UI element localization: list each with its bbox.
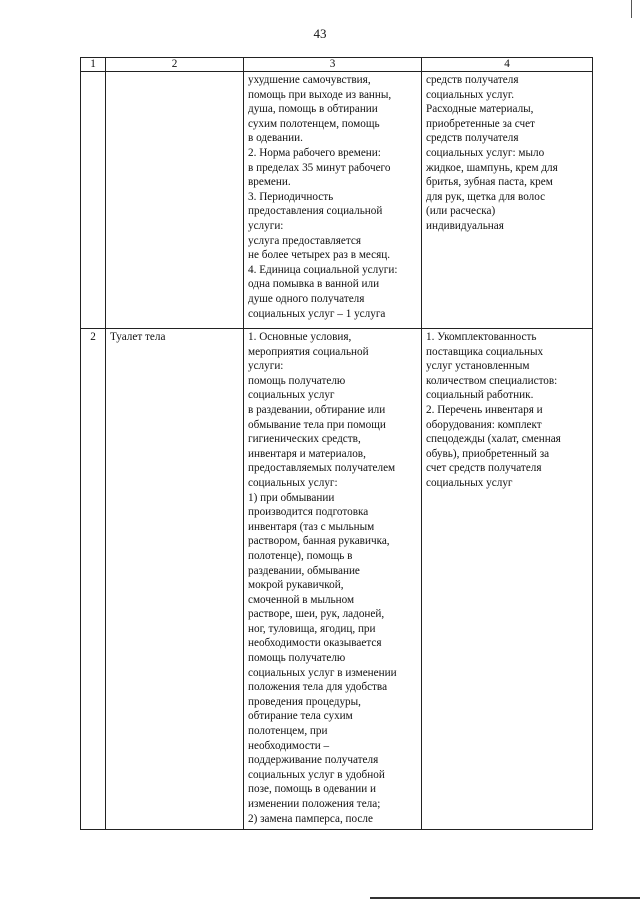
service-conditions [244, 329, 422, 830]
table-row [81, 72, 593, 329]
service-resources [422, 72, 593, 329]
resources-text: средств получателя социальных услуг. Расходные материалы, приобретенные за счет средств получателя социальных услуг: мыло жидкое, шампунь, крем для бритья, зубная паста, крем для рук, щетка для волос (или расческа) индивидуальная [426, 74, 558, 232]
table-row [81, 329, 593, 830]
column-header-3: 3 [244, 58, 422, 72]
resources-text: 1. Укомплектованность поставщика социальных услуг установленным количеством специалистов: социальный работник. 2. Перечень инвентаря и оборудования: комплект спецодежды (халат, сменная обувь), приобретенный за счет средств получателя социальных услуг [426, 331, 561, 489]
column-header-4: 4 [422, 58, 593, 72]
row-number: 2 [81, 329, 106, 830]
service-name [106, 72, 244, 329]
page-bottom-rule [370, 897, 640, 899]
service-conditions [244, 72, 422, 329]
conditions-text: 1. Основные условия, мероприятия социальной услуги: помощь получателю социальных услуг в раздевании, обтирание или обмывание тела при помощи гигиенических средств, инвентаря и материалов, предоставляемых получателем социальных услуг: 1) при обмывании производится подготовка инвентаря (таз с мыльным раствором, банная рукавичка, полотенце), помощь в раздевании, обмывание мокрой рукавичкой, смоченной в мыльном растворе, шеи, рук, ладоней, ног, туловища, ягодиц, при необходимости оказывается помощь получателю социальных услуг в изменении положения тела для удобства проведения процедуры, обтирание тела сухим полотенцем, при необходимости – поддерживание получателя социальных услуг в удобной позе, помощь в одевании и изменении положения тела; 2) замена памперса, после [248, 331, 397, 825]
service-resources [422, 329, 593, 830]
table-header-row [81, 58, 593, 72]
row-number [81, 72, 106, 329]
conditions-text: ухудшение самочувствия, помощь при выходе из ванны, душа, помощь в обтирании сухим полотенцем, помощь в одевании. 2. Норма рабочего времени: в пределах 35 минут рабочего времени. 3. Периодичность предоставления социальной услуги: услуга предоставляется не более четырех раз в месяц. 4. Единица социальной услуги: одна помывка в ванной или душе одного получателя социальных услуг – 1 услуга [248, 74, 398, 320]
services-table [80, 57, 593, 830]
column-header-1: 1 [81, 58, 106, 72]
page-number: 43 [313, 26, 327, 41]
column-header-2: 2 [106, 58, 244, 72]
service-name: Туалет тела [106, 329, 244, 830]
scan-edge-mark [631, 0, 632, 18]
